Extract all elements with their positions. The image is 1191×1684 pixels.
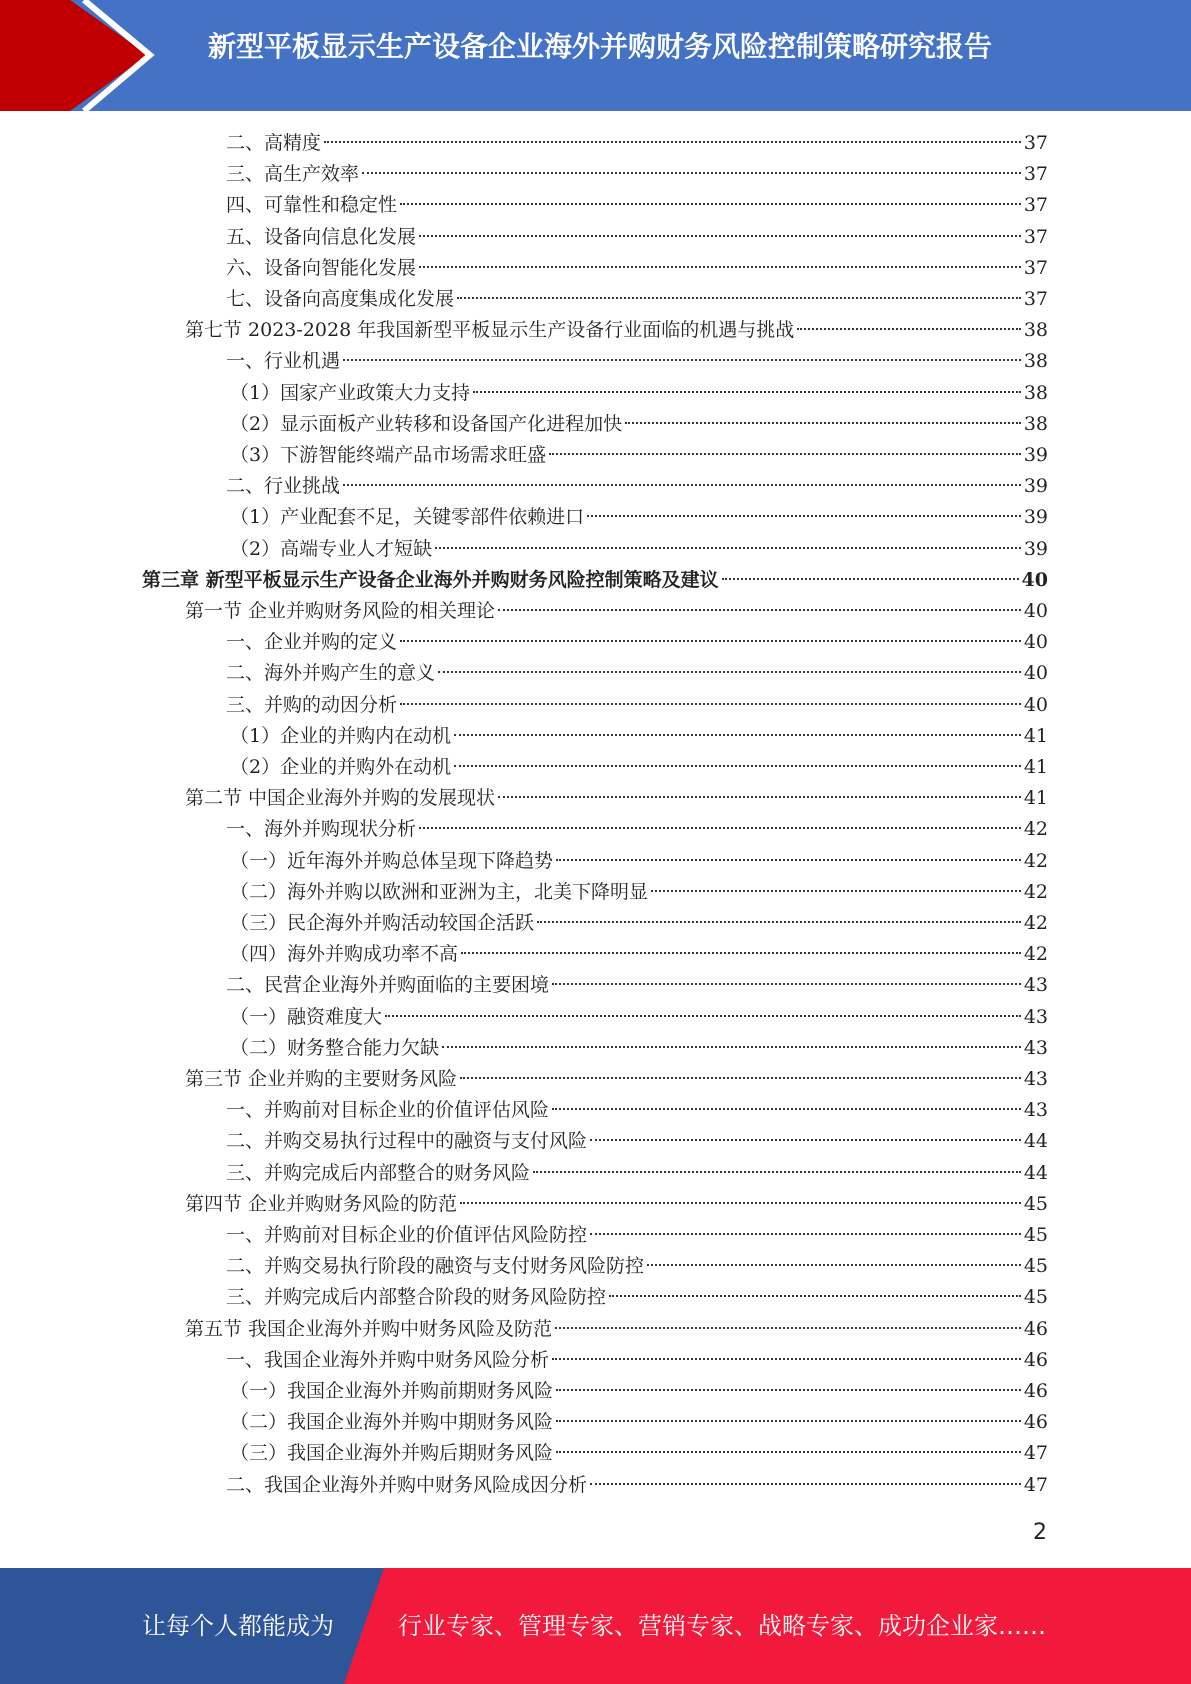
toc-dot-leader: [343, 484, 1021, 486]
toc-entry-label: 第五节 我国企业海外并购中财务风险及防范: [185, 1318, 553, 1340]
toc-entry[interactable]: [226, 658, 1048, 689]
toc-dot-leader: [555, 1327, 1021, 1329]
toc-entry-page: 40: [1023, 694, 1048, 716]
toc-entry[interactable]: [185, 596, 1048, 627]
footer-slogan-left: 让每个人都能成为: [142, 1612, 334, 1640]
toc-entry[interactable]: [226, 1345, 1048, 1376]
toc-dot-leader: [590, 1483, 1021, 1485]
toc-entry-label: 二、我国企业海外并购中财务风险成因分析: [226, 1474, 588, 1496]
toc-entry[interactable]: [230, 1376, 1048, 1407]
toc-entry-page: 37: [1023, 194, 1048, 216]
toc-entry-label: 第三节 企业并购的主要财务风险: [185, 1068, 458, 1090]
toc-entry-page: 37: [1023, 132, 1048, 154]
toc-entry[interactable]: [230, 1407, 1048, 1438]
toc-entry-label: （四）海外并购成功率不高: [230, 943, 459, 965]
toc-entry-page: 37: [1023, 257, 1048, 279]
toc-entry-label: 第一节 企业并购财务风险的相关理论: [185, 600, 496, 622]
toc-dot-leader: [587, 515, 1021, 517]
toc-entry[interactable]: [230, 1438, 1048, 1469]
toc-dot-leader: [473, 391, 1021, 393]
toc-entry-label: 六、设备向智能化发展: [226, 257, 417, 279]
toc-dot-leader: [552, 1358, 1021, 1360]
toc-entry-page: 40: [1023, 631, 1048, 653]
toc-entry-page: 38: [1023, 350, 1048, 372]
toc-entry-label: （三）民企海外并购活动较国企活跃: [230, 912, 535, 934]
toc-entry-page: 39: [1023, 475, 1048, 497]
toc-entry-label: （一）近年海外并购总体呈现下降趋势: [230, 850, 554, 872]
toc-dot-leader: [435, 547, 1021, 549]
toc-entry-label: （二）财务整合能力欠缺: [230, 1037, 440, 1059]
page-number: 2: [1033, 1520, 1047, 1545]
toc-entry-page: 41: [1023, 756, 1048, 778]
toc-dot-leader: [498, 609, 1021, 611]
toc-dot-leader: [400, 203, 1021, 205]
toc-dot-leader: [343, 359, 1021, 361]
toc-entry-page: 46: [1023, 1349, 1048, 1371]
toc-entry[interactable]: [226, 128, 1048, 159]
toc-dot-leader: [457, 297, 1021, 299]
toc-entry-page: 42: [1023, 881, 1048, 903]
toc-entry-label: 第七节 2023-2028 年我国新型平板显示生产设备行业面临的机遇与挑战: [185, 319, 795, 341]
toc-entry-page: 40: [1021, 569, 1048, 591]
toc-entry[interactable]: [226, 1126, 1048, 1157]
toc-entry[interactable]: [226, 970, 1048, 1001]
toc-dot-leader: [533, 1171, 1021, 1173]
toc-dot-leader: [552, 983, 1021, 985]
toc-entry[interactable]: [230, 440, 1048, 471]
toc-dot-leader: [590, 1233, 1021, 1235]
toc-entry[interactable]: [226, 1251, 1048, 1282]
toc-entry-label: 第二节 中国企业海外并购的发展现状: [185, 787, 496, 809]
toc-entry-label: （1）国家产业政策大力支持: [230, 382, 471, 404]
toc-dot-leader: [454, 734, 1021, 736]
page-header: [0, 0, 1191, 111]
toc-entry-label: （一）融资难度大: [230, 1006, 383, 1028]
toc-entry-label: 一、行业机遇: [226, 350, 341, 372]
toc-entry[interactable]: [230, 534, 1048, 565]
toc-entry-page: 43: [1023, 1068, 1048, 1090]
report-title: 新型平板显示生产设备企业海外并购财务风险控制策略研究报告: [207, 30, 992, 63]
toc-entry-page: 38: [1023, 382, 1048, 404]
toc-entry-label: 四、可靠性和稳定性: [226, 194, 398, 216]
toc-entry-label: 第三章 新型平板显示生产设备企业海外并购财务风险控制策略及建议: [142, 569, 719, 591]
footer-slogan-right: 行业专家、管理专家、营销专家、战略专家、成功企业家……: [398, 1612, 1046, 1640]
toc-entry-label: （1）企业的并购内在动机: [230, 725, 452, 747]
toc-dot-leader: [609, 1295, 1021, 1297]
toc-entry-page: 37: [1023, 288, 1048, 310]
toc-entry[interactable]: [226, 627, 1048, 658]
toc-entry-page: 38: [1023, 413, 1048, 435]
toc-entry-label: （二）我国企业海外并购中期财务风险: [230, 1411, 554, 1433]
toc-entry-label: 二、并购交易执行过程中的融资与支付风险: [226, 1130, 588, 1152]
page-footer: [0, 1568, 1191, 1684]
toc-dot-leader: [537, 921, 1021, 923]
toc-entry[interactable]: [185, 315, 1048, 346]
toc-dot-leader: [419, 827, 1021, 829]
toc-entry-label: （一）我国企业海外并购前期财务风险: [230, 1380, 554, 1402]
toc-dot-leader: [556, 1389, 1021, 1391]
toc-entry-label: （2）高端专业人才短缺: [230, 538, 433, 560]
toc-entry-label: 二、高精度: [226, 132, 322, 154]
toc-dot-leader: [797, 328, 1021, 330]
toc-entry-label: 二、民营企业海外并购面临的主要困境: [226, 974, 550, 996]
toc-entry[interactable]: [230, 502, 1048, 533]
toc-entry-page: 45: [1023, 1255, 1048, 1277]
toc-entry-page: 42: [1023, 943, 1048, 965]
toc-entry[interactable]: [185, 1189, 1048, 1220]
toc-entry-page: 37: [1023, 163, 1048, 185]
toc-entry-page: 43: [1023, 1099, 1048, 1121]
toc-entry-label: （1）产业配套不足，关键零部件依赖进口: [230, 506, 585, 528]
toc-entry[interactable]: [226, 284, 1048, 315]
toc-entry-page: 47: [1023, 1474, 1048, 1496]
toc-entry-label: 第四节 企业并购财务风险的防范: [185, 1193, 458, 1215]
toc-entry[interactable]: [226, 471, 1048, 502]
toc-entry-label: 五、设备向信息化发展: [226, 226, 417, 248]
toc-entry-page: 45: [1023, 1286, 1048, 1308]
toc-entry[interactable]: [226, 1470, 1048, 1501]
toc-entry[interactable]: [226, 690, 1048, 721]
toc-entry-page: 45: [1023, 1193, 1048, 1215]
toc-entry-label: 一、并购前对目标企业的价值评估风险防控: [226, 1224, 588, 1246]
toc-entry-label: 一、我国企业海外并购中财务风险分析: [226, 1349, 550, 1371]
toc-dot-leader: [722, 578, 1019, 580]
toc-entry-page: 43: [1023, 974, 1048, 996]
toc-entry-page: 45: [1023, 1224, 1048, 1246]
toc-dot-leader: [460, 1077, 1021, 1079]
toc-entry-label: 二、行业挑战: [226, 475, 341, 497]
toc-entry-label: 一、海外并购现状分析: [226, 818, 417, 840]
toc-dot-leader: [552, 1108, 1021, 1110]
toc-entry[interactable]: [230, 1033, 1048, 1064]
toc-entry[interactable]: [230, 877, 1048, 908]
toc-dot-leader: [651, 890, 1021, 892]
toc-dot-leader: [400, 640, 1021, 642]
toc-dot-leader: [419, 235, 1021, 237]
toc-entry-page: 39: [1023, 444, 1048, 466]
toc-entry[interactable]: [230, 846, 1048, 877]
toc-entry-page: 42: [1023, 850, 1048, 872]
toc-entry[interactable]: [230, 908, 1048, 939]
toc-entry[interactable]: [226, 1158, 1048, 1189]
toc-dot-leader: [498, 796, 1021, 798]
toc-dot-leader: [556, 1420, 1021, 1422]
toc-entry[interactable]: [230, 409, 1048, 440]
toc-entry[interactable]: [226, 159, 1048, 190]
toc-entry-page: 38: [1023, 319, 1048, 341]
toc-dot-leader: [362, 172, 1021, 174]
toc-entry[interactable]: [230, 1002, 1048, 1033]
toc-entry-page: 40: [1023, 662, 1048, 684]
toc-dot-leader: [419, 266, 1021, 268]
toc-dot-leader: [438, 671, 1021, 673]
toc-entry-page: 39: [1023, 506, 1048, 528]
toc-entry-page: 42: [1023, 818, 1048, 840]
toc-entry[interactable]: [185, 1064, 1048, 1095]
toc-dot-leader: [461, 952, 1021, 954]
toc-entry-page: 37: [1023, 226, 1048, 248]
toc-entry-label: （3）下游智能终端产品市场需求旺盛: [230, 444, 547, 466]
toc-entry-page: 40: [1023, 600, 1048, 622]
toc-entry[interactable]: [230, 752, 1048, 783]
toc-entry-page: 41: [1023, 725, 1048, 747]
toc-dot-leader: [647, 1264, 1021, 1266]
toc-entry-label: 三、并购的动因分析: [226, 694, 398, 716]
toc-dot-leader: [442, 1046, 1021, 1048]
toc-entry[interactable]: [185, 1314, 1048, 1345]
toc-entry-page: 46: [1023, 1411, 1048, 1433]
toc-dot-leader: [454, 765, 1021, 767]
toc-entry[interactable]: [230, 378, 1048, 409]
toc-entry-label: （三）我国企业海外并购后期财务风险: [230, 1442, 554, 1464]
toc-entry[interactable]: [226, 1220, 1048, 1251]
toc-dot-leader: [549, 453, 1021, 455]
toc-entry-label: （二）海外并购以欧洲和亚洲为主，北美下降明显: [230, 881, 649, 903]
toc-entry[interactable]: [226, 814, 1048, 845]
toc-dot-leader: [556, 1451, 1021, 1453]
toc-entry[interactable]: [230, 939, 1048, 970]
toc-dot-leader: [385, 1015, 1021, 1017]
toc-entry[interactable]: [230, 721, 1048, 752]
toc-chapter-entry[interactable]: [142, 565, 1048, 596]
toc-entry-label: （2）企业的并购外在动机: [230, 756, 452, 778]
toc-entry-label: （2）显示面板产业转移和设备国产化进程加快: [230, 413, 623, 435]
toc-entry-label: 二、并购交易执行阶段的融资与支付财务风险防控: [226, 1255, 645, 1277]
toc-entry[interactable]: [226, 222, 1048, 253]
toc-entry-page: 44: [1023, 1130, 1048, 1152]
toc-entry-label: 三、并购完成后内部整合阶段的财务风险防控: [226, 1286, 607, 1308]
toc-entry[interactable]: [226, 253, 1048, 284]
toc-entry-page: 42: [1023, 912, 1048, 934]
toc-entry-label: 三、并购完成后内部整合的财务风险: [226, 1162, 531, 1184]
toc-dot-leader: [324, 141, 1021, 143]
toc-dot-leader: [400, 703, 1021, 705]
toc-entry-page: 46: [1023, 1318, 1048, 1340]
toc-entry-label: 一、企业并购的定义: [226, 631, 398, 653]
toc-entry-label: 七、设备向高度集成化发展: [226, 288, 455, 310]
toc-entry-page: 47: [1023, 1442, 1048, 1464]
toc-entry-page: 41: [1023, 787, 1048, 809]
toc-entry[interactable]: [185, 783, 1048, 814]
toc-entry[interactable]: [226, 1282, 1048, 1313]
toc-entry-label: 二、海外并购产生的意义: [226, 662, 436, 684]
toc-entry-label: 一、并购前对目标企业的价值评估风险: [226, 1099, 550, 1121]
toc-entry[interactable]: [226, 346, 1048, 377]
toc-entry-page: 43: [1023, 1037, 1048, 1059]
toc-entry-page: 43: [1023, 1006, 1048, 1028]
toc-entry-page: 39: [1023, 538, 1048, 560]
toc-entry[interactable]: [226, 190, 1048, 221]
toc-entry-page: 44: [1023, 1162, 1048, 1184]
toc-entry[interactable]: [226, 1095, 1048, 1126]
toc-dot-leader: [460, 1202, 1021, 1204]
toc-entry-label: 三、高生产效率: [226, 163, 360, 185]
toc-dot-leader: [625, 422, 1021, 424]
toc-entry-page: 46: [1023, 1380, 1048, 1402]
toc-dot-leader: [590, 1139, 1021, 1141]
toc-dot-leader: [556, 859, 1021, 861]
